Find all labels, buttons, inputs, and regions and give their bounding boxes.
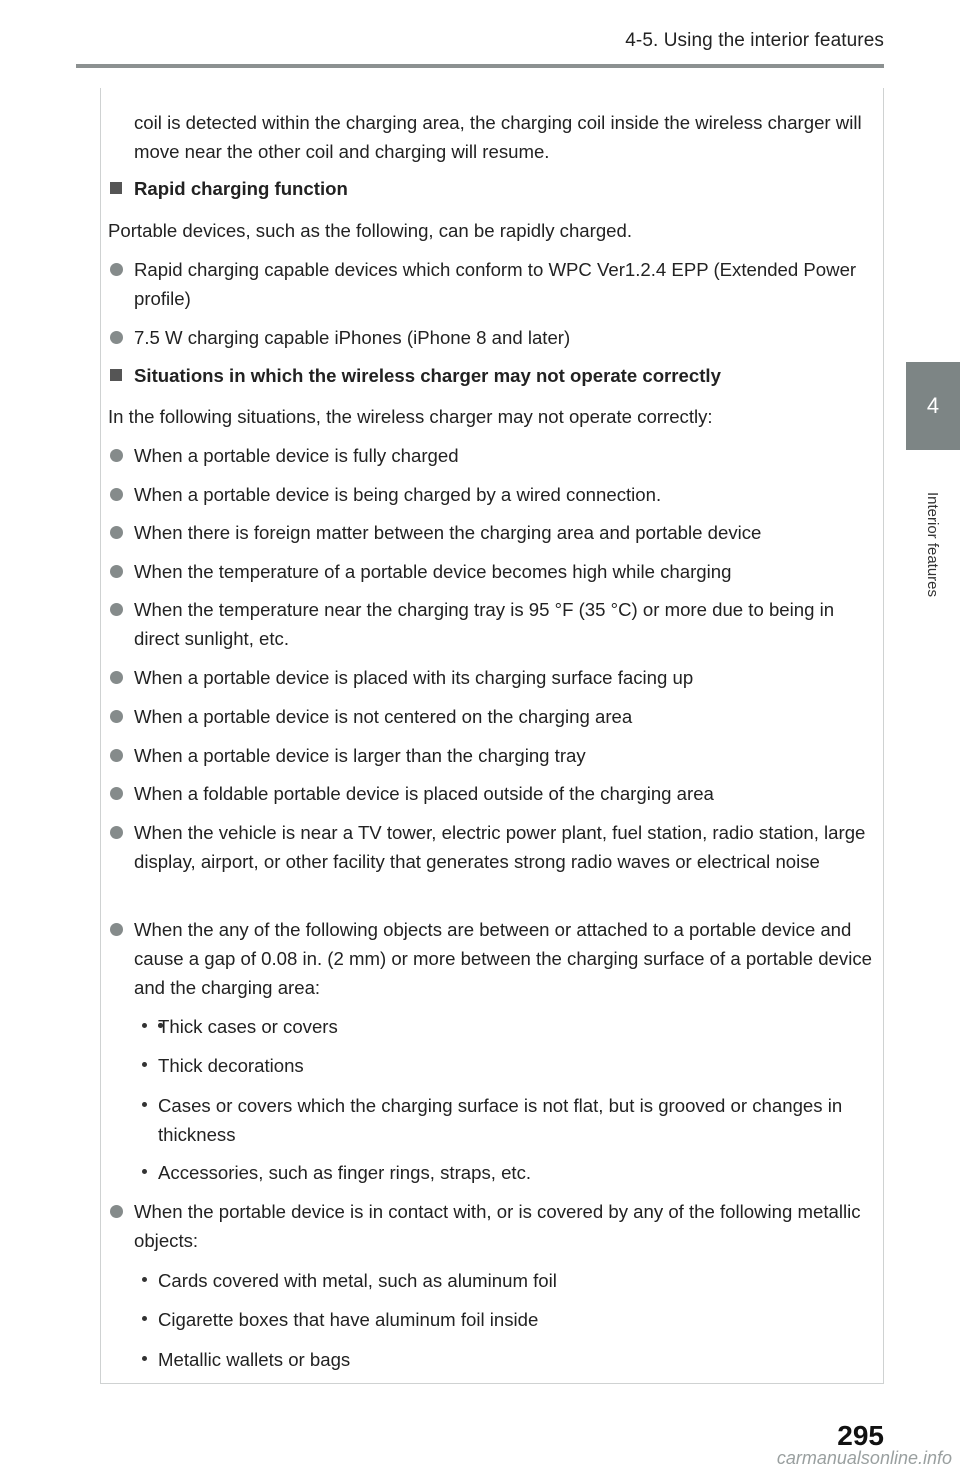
situations-heading — [110, 365, 721, 387]
sub-list-item-text: Accessories, such as finger rings, straps, etc. — [158, 1162, 532, 1183]
bullet-dot-icon — [110, 331, 123, 344]
sub-list-item-text: Cards covered with metal, such as aluminum foil — [158, 1270, 557, 1291]
bullet-dot-icon — [110, 826, 123, 839]
bullet-dot-icon — [110, 1205, 123, 1218]
page-number: 295 — [837, 1420, 884, 1451]
list-item-text: Rapid charging capable devices which conform to WPC Ver1.2.4 EPP (Extended Power profile) — [134, 259, 857, 309]
list-item-text: When the portable device is in contact with, or is covered by any of the following metallic objects: — [134, 1201, 861, 1251]
square-bullet-icon — [110, 182, 122, 194]
small-bullet-icon — [142, 1169, 147, 1174]
list-item-text: When there is foreign matter between the charging area and portable device — [134, 522, 762, 543]
chapter-label — [919, 464, 947, 624]
small-bullet-icon — [142, 1277, 147, 1282]
bullet-dot-icon — [110, 603, 123, 616]
chapter-tab[interactable] — [906, 362, 960, 450]
list-item-text: 7.5 W charging capable iPhones (iPhone 8 and later) — [134, 327, 571, 348]
bullet-dot-icon — [110, 671, 123, 684]
list-item-text: When a portable device is being charged by a wired connection. — [134, 484, 662, 505]
header-divider — [76, 64, 884, 68]
square-bullet-icon — [110, 369, 122, 381]
bullet-dot-icon — [110, 263, 123, 276]
list-item-text: When a portable device is larger than the charging tray — [134, 745, 586, 766]
list-item-text: When the temperature of a portable device becomes high while charging — [134, 561, 732, 582]
sub-list-item-text: Thick cases or covers — [158, 1016, 338, 1037]
bullet-dot-icon — [110, 749, 123, 762]
bullet-dot-icon — [110, 488, 123, 501]
bullet-dot-icon — [110, 710, 123, 723]
small-bullet-icon — [142, 1316, 147, 1321]
list-item-text: When the vehicle is near a TV tower, electric power plant, fuel station, radio station, large display, airport, or other facility that generates strong radio waves or electrical noise — [134, 822, 866, 872]
bullet-dot-icon — [110, 787, 123, 800]
watermark: carmanualsonline.info — [776, 1448, 952, 1468]
sub-list-item-text: Cases or covers which the charging surface is not flat, but is grooved or changes in thickness — [158, 1095, 843, 1145]
chapter-number: 4 — [926, 393, 940, 418]
list-item-text: When a foldable portable device is placed outside of the charging area — [134, 783, 714, 804]
chapter-label-text: Interior features — [924, 491, 942, 597]
list-item-text: When a portable device is placed with its charging surface facing up — [134, 667, 694, 688]
small-bullet-icon — [142, 1356, 147, 1361]
bullet-dot-icon — [110, 526, 123, 539]
rapid-charging-heading — [110, 178, 348, 200]
small-bullet-icon — [142, 1023, 147, 1028]
situations-heading-text: Situations in which the wireless charger may not operate correctly — [134, 365, 721, 386]
list-item-text: When a portable device is fully charged — [134, 445, 459, 466]
rapid-intro: Portable devices, such as the following, can be rapidly charged. — [108, 220, 633, 241]
situations-intro: In the following situations, the wireless charger may not operate correctly: — [108, 406, 713, 427]
list-item-text: When the any of the following objects are between or attached to a portable device and cause a gap of 0.08 in. (2 mm) or more between the charging surface of a portable device and the charging area: — [134, 919, 872, 998]
bullet-dot-icon — [110, 923, 123, 936]
sub-list-item-text: Metallic wallets or bags — [158, 1349, 351, 1370]
list-item-text: When the temperature near the charging tray is 95 °F (35 °C) or more due to being in direct sunlight, etc. — [134, 599, 835, 649]
list-item-text: When a portable device is not centered on the charging area — [134, 706, 633, 727]
sub-list-item-text: Thick decorations — [158, 1055, 304, 1076]
small-bullet-icon — [142, 1062, 147, 1067]
rapid-heading-text: Rapid charging function — [134, 178, 348, 199]
sub-list-item-text: Cigarette boxes that have aluminum foil inside — [158, 1309, 539, 1330]
continuation-paragraph: coil is detected within the charging area, the charging coil inside the wireless charger will move near the other coil and charging will resume. — [134, 112, 862, 162]
bullet-dot-icon — [110, 449, 123, 462]
bullet-dot-icon — [110, 565, 123, 578]
section-title: 4-5. Using the interior features — [625, 30, 884, 51]
small-bullet-icon — [142, 1102, 147, 1107]
